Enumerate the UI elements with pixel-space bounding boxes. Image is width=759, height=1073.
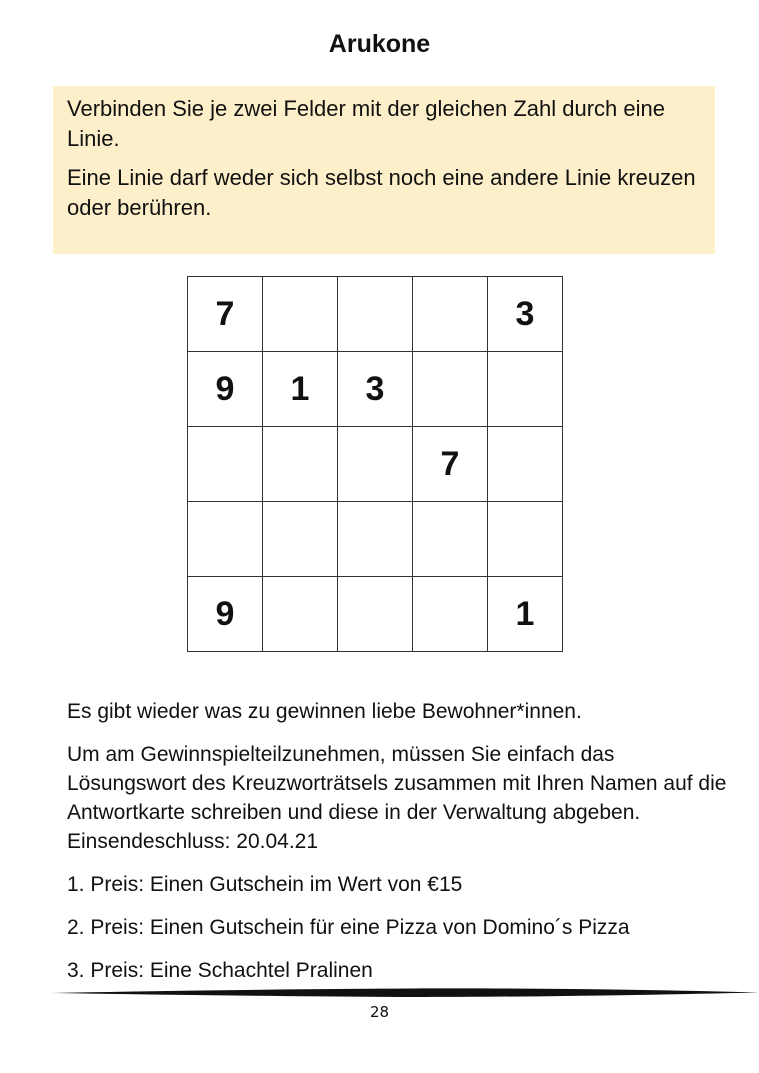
grid-cell[interactable] bbox=[263, 577, 338, 652]
prize-item: 3. Preis: Eine Schachtel Pralinen bbox=[67, 959, 373, 982]
grid-cell[interactable] bbox=[263, 277, 338, 352]
contest-details: Um am Gewinnspielteilzunehmen, müssen Sie einfach das Lösungswort des Kreuzworträtsels zusammen mit Ihren Namen auf die Antwortkarte schreiben und diese in der Verwaltung abgeben. Einsendeschluss: 20.04.21 bbox=[67, 743, 727, 853]
grid-row bbox=[188, 502, 563, 577]
grid-cell[interactable]: 7 bbox=[188, 277, 263, 352]
page-number: 28 bbox=[369, 1003, 390, 1021]
grid-row bbox=[188, 277, 563, 352]
contest-intro: Es gibt wieder was zu gewinnen liebe Bewohner*innen. bbox=[67, 700, 582, 723]
grid-row bbox=[188, 577, 563, 652]
footer-divider bbox=[52, 986, 759, 1000]
grid-cell[interactable]: 1 bbox=[263, 352, 338, 427]
instruction-line: Verbinden Sie je zwei Felder mit der gleichen Zahl durch eine Linie. bbox=[67, 96, 665, 151]
page-title: Arukone bbox=[328, 30, 431, 58]
grid-cell[interactable] bbox=[413, 502, 488, 577]
arukone-grid bbox=[187, 276, 563, 652]
grid-cell[interactable]: 9 bbox=[188, 352, 263, 427]
prize-item: 2. Preis: Einen Gutschein für eine Pizza von Domino´s Pizza bbox=[67, 916, 630, 939]
instruction-line: Eine Linie darf weder sich selbst noch eine andere Linie kreuzen oder berühren. bbox=[67, 165, 696, 220]
grid-cell[interactable] bbox=[413, 577, 488, 652]
grid-cell[interactable]: 3 bbox=[488, 277, 563, 352]
prize-item: 1. Preis: Einen Gutschein im Wert von €15 bbox=[67, 873, 463, 896]
grid-row bbox=[188, 352, 563, 427]
contest-info bbox=[67, 697, 727, 999]
grid-cell[interactable] bbox=[338, 577, 413, 652]
instructions-box bbox=[53, 86, 715, 254]
grid-cell[interactable] bbox=[338, 277, 413, 352]
grid-cell[interactable] bbox=[188, 427, 263, 502]
grid-cell[interactable] bbox=[263, 502, 338, 577]
grid-cell[interactable]: 3 bbox=[338, 352, 413, 427]
grid-cell[interactable] bbox=[488, 427, 563, 502]
grid-cell[interactable] bbox=[263, 427, 338, 502]
grid-cell[interactable] bbox=[188, 502, 263, 577]
grid-cell[interactable] bbox=[338, 502, 413, 577]
grid-cell[interactable]: 9 bbox=[188, 577, 263, 652]
grid-cell[interactable] bbox=[488, 502, 563, 577]
grid-cell[interactable] bbox=[338, 427, 413, 502]
grid-cell[interactable] bbox=[488, 352, 563, 427]
grid-cell[interactable]: 1 bbox=[488, 577, 563, 652]
grid-cell[interactable] bbox=[413, 277, 488, 352]
grid-cell[interactable]: 7 bbox=[413, 427, 488, 502]
grid-cell[interactable] bbox=[413, 352, 488, 427]
grid-row bbox=[188, 427, 563, 502]
